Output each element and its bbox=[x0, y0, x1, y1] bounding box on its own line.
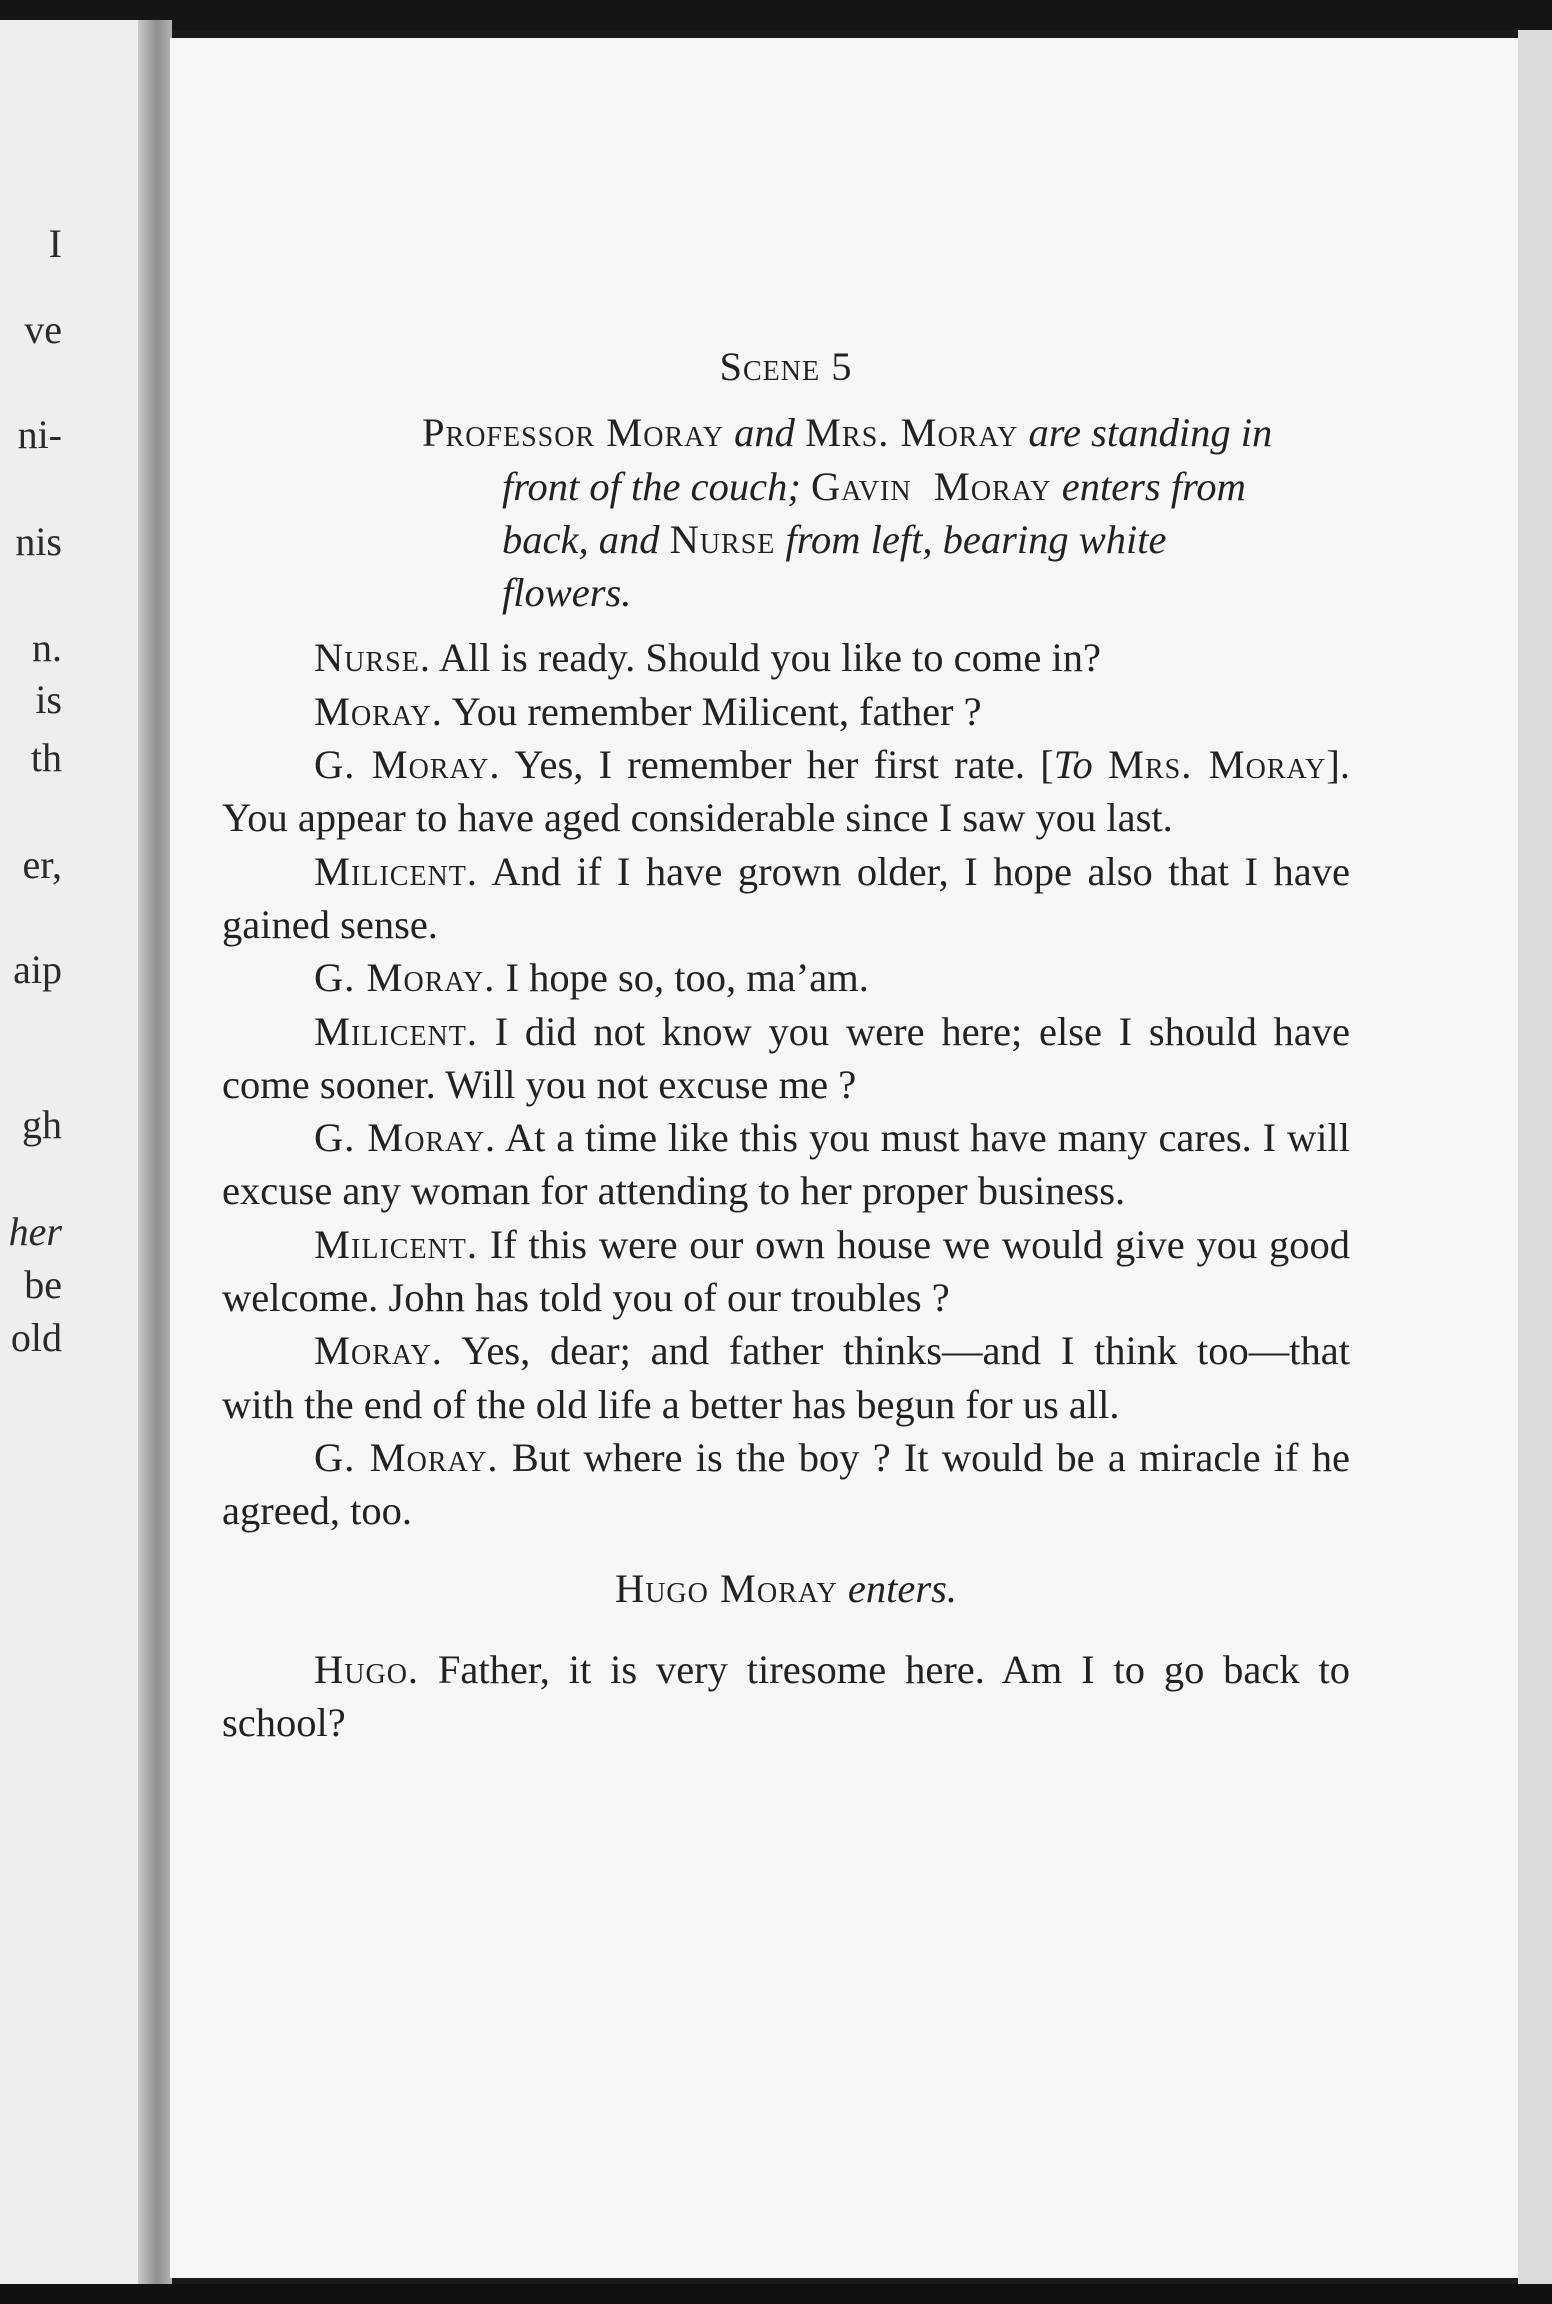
dialogue-line: G. Moray. But where is the boy ? It would be a miracle if he agreed, too. bbox=[222, 1434, 1350, 1534]
left-page-fragment: n. bbox=[32, 625, 62, 670]
right-page-edge bbox=[1518, 30, 1552, 2304]
speaker: Milicent. bbox=[314, 1221, 478, 1267]
speaker: Nurse. bbox=[314, 635, 431, 681]
left-page-fragment: ni- bbox=[17, 412, 62, 457]
speaker: Hugo. bbox=[314, 1646, 420, 1692]
left-page-edge bbox=[0, 20, 150, 2304]
dialogue-line: Moray. Yes, dear; and father thinks—and I think too—that with the end of the old life a better has begun for us all. bbox=[222, 1328, 1350, 1427]
dialogue-line: Moray. You remember Milicent, father ? bbox=[314, 688, 982, 734]
dialogue-line: Milicent. And if I have grown older, I hope also that I have gained sense. bbox=[222, 848, 1351, 947]
page-text bbox=[222, 340, 1350, 1749]
character-name: Mrs. Moray bbox=[805, 410, 1019, 456]
left-page-fragment: be bbox=[24, 1262, 62, 1307]
speaker: Milicent. bbox=[314, 848, 478, 894]
speaker: G. Moray. bbox=[314, 742, 501, 788]
left-page-fragment: her bbox=[8, 1209, 62, 1254]
left-page-fragment: nis bbox=[15, 519, 62, 564]
dialogue-line: G. Moray. At a time like this you must have many cares. I will excuse any woman for attending to her proper business. bbox=[222, 1115, 1350, 1214]
entry-direction: Hugo Moray enters. bbox=[614, 1565, 958, 1611]
character-name: Hugo Moray bbox=[614, 1565, 838, 1611]
speaker: G. Moray. bbox=[314, 955, 496, 1001]
speaker: Milicent. bbox=[314, 1008, 478, 1054]
scan-top-edge bbox=[0, 0, 1552, 30]
speaker: G. Moray. bbox=[314, 1434, 499, 1480]
book-gutter bbox=[138, 20, 172, 2304]
speaker: Moray. bbox=[314, 688, 443, 734]
speaker: Moray. bbox=[314, 1328, 443, 1374]
stage-direction: Professor Moray and Mrs. Moray are standing in front of the couch; Gavin Moray enters from back, and Nurse from left, bearing white flowers. bbox=[422, 410, 1273, 616]
character-name: Professor Moray bbox=[422, 410, 725, 456]
dialogue-line: Milicent. I did not know you were here; else I should have come sooner. Will you not excuse me ? bbox=[222, 1008, 1350, 1107]
dialogue-line: G. Moray. Yes, I remember her first rate. [To Mrs. Moray]. You appear to have aged considerable since I saw you last. bbox=[222, 742, 1351, 841]
character-name: Nurse bbox=[669, 516, 776, 562]
left-page-fragment: er, bbox=[22, 842, 62, 887]
dialogue-line: G. Moray. I hope so, too, ma’am. bbox=[314, 955, 869, 1001]
character-name: Gavin Moray bbox=[810, 463, 1052, 509]
scan-bottom-edge bbox=[0, 2284, 1552, 2304]
left-page-fragment: I bbox=[48, 221, 62, 266]
scene-heading: Scene 5 bbox=[719, 344, 853, 389]
dialogue-line: Milicent. If this were our own house we would give you good welcome. John has told you of our troubles ? bbox=[222, 1221, 1351, 1321]
left-page-fragment: aip bbox=[13, 947, 62, 992]
left-page-fragment: old bbox=[10, 1315, 62, 1360]
dialogue-line: Hugo. Father, it is very tiresome here. Am I to go back to school? bbox=[222, 1646, 1350, 1746]
left-page-fragment: is bbox=[35, 677, 62, 722]
left-page-fragment: gh bbox=[22, 1102, 62, 1147]
left-page-fragment: th bbox=[30, 735, 62, 780]
dialogue-line: Nurse. All is ready. Should you like to come in? bbox=[314, 635, 1101, 681]
left-page-fragment: ve bbox=[24, 307, 62, 352]
speaker: G. Moray. bbox=[314, 1115, 497, 1161]
